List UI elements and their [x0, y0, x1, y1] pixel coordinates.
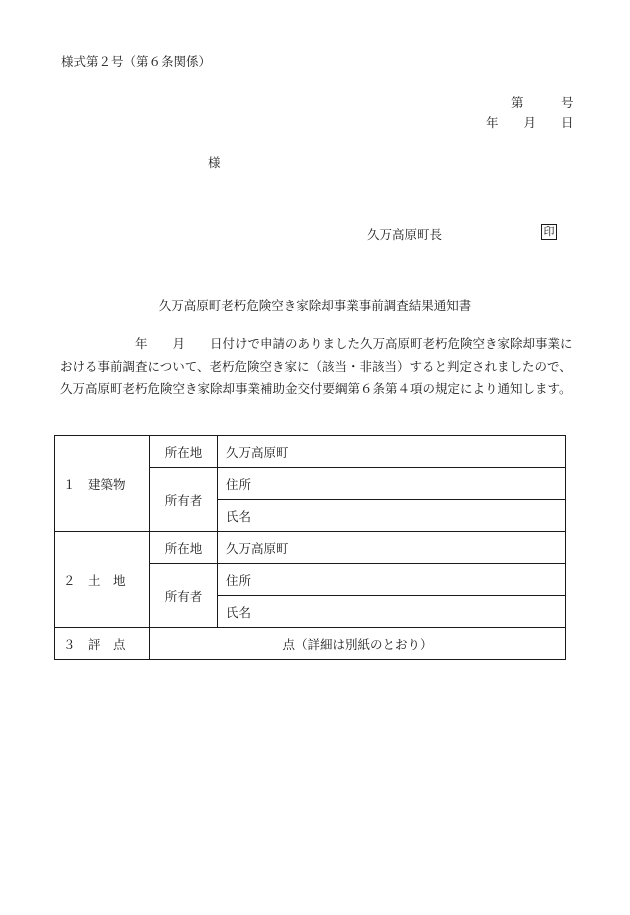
building-owner-label: 所有者	[150, 468, 218, 532]
body-line-1: 年 月 日付けで申請のありました久万高原町老朽危険空き家除却事業に	[135, 336, 573, 351]
land-owner-label: 所有者	[150, 564, 218, 628]
land-category: ２ 土 地	[55, 532, 150, 628]
sender-title: 久万高原町長	[367, 227, 443, 242]
body-text	[60, 333, 580, 401]
body-line-2: おける事前調査について、老朽危険空き家に（該当・非該当）すると判定されましたので、	[60, 358, 572, 374]
score-value: 点（詳細は別紙のとおり）	[150, 628, 566, 660]
table-row	[55, 436, 566, 468]
date-label: 年 月 日	[486, 115, 574, 130]
land-location-value: 久万高原町	[218, 532, 566, 564]
building-owner-name: 氏名	[218, 500, 566, 532]
building-location-label: 所在地	[150, 436, 218, 468]
land-owner-address: 住所	[218, 564, 566, 596]
addressee-suffix: 様	[208, 155, 221, 170]
building-location-value: 久万高原町	[218, 436, 566, 468]
seal-mark: 印	[541, 224, 557, 240]
table-row	[55, 532, 566, 564]
land-owner-name: 氏名	[218, 596, 566, 628]
building-owner-address: 住所	[218, 468, 566, 500]
land-location-label: 所在地	[150, 532, 218, 564]
document-number-label: 第 号	[511, 95, 574, 110]
survey-result-table	[54, 435, 566, 660]
body-line-3: 久万高原町老朽危険空き家除却事業補助金交付要綱第６条第４項の規定により通知します。	[60, 381, 572, 396]
score-category: ３ 評 点	[55, 628, 150, 660]
form-number: 様式第２号（第６条関係）	[61, 54, 212, 69]
building-category: １ 建築物	[55, 436, 150, 532]
table-row	[55, 628, 566, 660]
document-title: 久万高原町老朽危険空き家除却事業事前調査結果通知書	[158, 298, 472, 313]
